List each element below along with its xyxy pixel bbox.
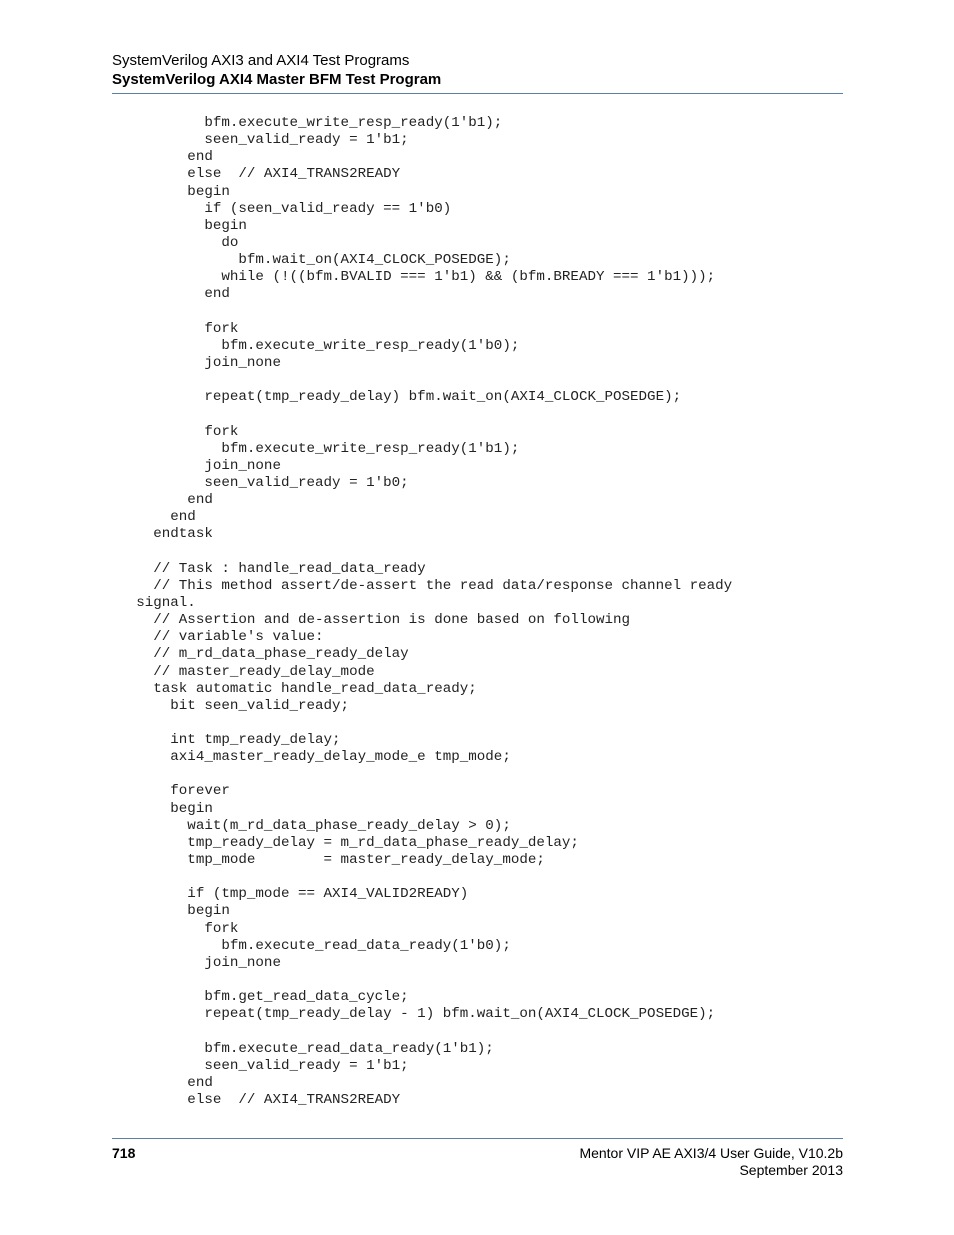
code-line: repeat(tmp_ready_delay) bfm.wait_on(AXI4_CLOCK_POSEDGE); <box>0 389 682 406</box>
footer-info <box>579 1145 843 1179</box>
code-line: signal. <box>0 594 196 611</box>
code-line: bfm.execute_read_data_ready(1'b0); <box>0 937 511 954</box>
code-line <box>0 869 732 886</box>
code-line: forever <box>0 783 230 800</box>
code-line: fork <box>0 423 239 440</box>
code-line: int tmp_ready_delay; <box>0 732 341 749</box>
code-line <box>0 406 732 423</box>
code-line <box>0 304 732 321</box>
code-line: bfm.wait_on(AXI4_CLOCK_POSEDGE); <box>0 252 511 269</box>
code-line: bit seen_valid_ready; <box>0 697 350 714</box>
code-line: seen_valid_ready = 1'b0; <box>0 474 409 491</box>
code-line: bfm.get_read_data_cycle; <box>0 989 409 1006</box>
code-line: if (seen_valid_ready == 1'b0) <box>0 200 452 217</box>
code-line: bfm.execute_write_resp_ready(1'b1); <box>0 115 503 131</box>
code-line: begin <box>0 183 230 200</box>
code-listing <box>0 115 732 1109</box>
code-line <box>0 544 732 561</box>
code-line: axi4_master_ready_delay_mode_e tmp_mode; <box>0 749 511 766</box>
code-line: tmp_ready_delay = m_rd_data_phase_ready_delay; <box>0 834 579 851</box>
code-line: bfm.execute_write_resp_ready(1'b1); <box>0 440 520 457</box>
code-line: begin <box>0 800 213 817</box>
code-line: begin <box>0 217 247 234</box>
footer-divider <box>112 1138 843 1139</box>
code-line: end <box>0 509 196 526</box>
guide-title: Mentor VIP AE AXI3/4 User Guide, V10.2b <box>579 1145 843 1161</box>
code-line: else // AXI4_TRANS2READY <box>0 1092 401 1109</box>
code-line: tmp_mode = master_ready_delay_mode; <box>0 852 545 869</box>
code-line: if (tmp_mode == AXI4_VALID2READY) <box>0 886 469 903</box>
code-line: join_none <box>0 954 281 971</box>
code-line <box>0 372 732 389</box>
code-line: bfm.execute_read_data_ready(1'b1); <box>0 1040 494 1057</box>
subsection-title: SystemVerilog AXI4 Master BFM Test Program <box>112 71 442 88</box>
code-line: end <box>0 286 230 303</box>
code-line: // m_rd_data_phase_ready_delay <box>0 646 409 663</box>
running-header <box>112 51 843 89</box>
code-line <box>0 766 732 783</box>
code-line: end <box>0 492 213 509</box>
section-title: SystemVerilog AXI3 and AXI4 Test Programs <box>112 52 410 69</box>
code-line: do <box>0 234 239 251</box>
code-line: fork <box>0 920 239 937</box>
code-line: seen_valid_ready = 1'b1; <box>0 1057 409 1074</box>
code-line: endtask <box>0 526 213 543</box>
code-line: else // AXI4_TRANS2READY <box>0 166 401 183</box>
code-line: // Assertion and de-assertion is done based on following <box>0 612 631 629</box>
code-line: fork <box>0 320 239 337</box>
code-line: repeat(tmp_ready_delay - 1) bfm.wait_on(AXI4_CLOCK_POSEDGE); <box>0 1006 716 1023</box>
code-line <box>0 1023 732 1040</box>
code-line: while (!((bfm.BVALID === 1'b1) && (bfm.BREADY === 1'b1))); <box>0 269 716 286</box>
header-divider <box>112 93 843 94</box>
code-line: join_none <box>0 354 281 371</box>
code-line: begin <box>0 903 230 920</box>
code-line: // variable's value: <box>0 629 324 646</box>
code-line: join_none <box>0 457 281 474</box>
code-line: // This method assert/de-assert the read data/response channel ready <box>0 577 733 594</box>
code-line: end <box>0 149 213 166</box>
page-number: 718 <box>112 1145 136 1161</box>
publication-date: September 2013 <box>739 1162 843 1178</box>
code-line: end <box>0 1074 213 1091</box>
code-line <box>0 715 732 732</box>
code-line: bfm.execute_write_resp_ready(1'b0); <box>0 337 520 354</box>
code-line: task automatic handle_read_data_ready; <box>0 680 477 697</box>
code-line: wait(m_rd_data_phase_ready_delay > 0); <box>0 817 511 834</box>
code-line: seen_valid_ready = 1'b1; <box>0 132 409 149</box>
code-line: // Task : handle_read_data_ready <box>0 560 426 577</box>
code-line <box>0 972 732 989</box>
code-line: // master_ready_delay_mode <box>0 663 375 680</box>
